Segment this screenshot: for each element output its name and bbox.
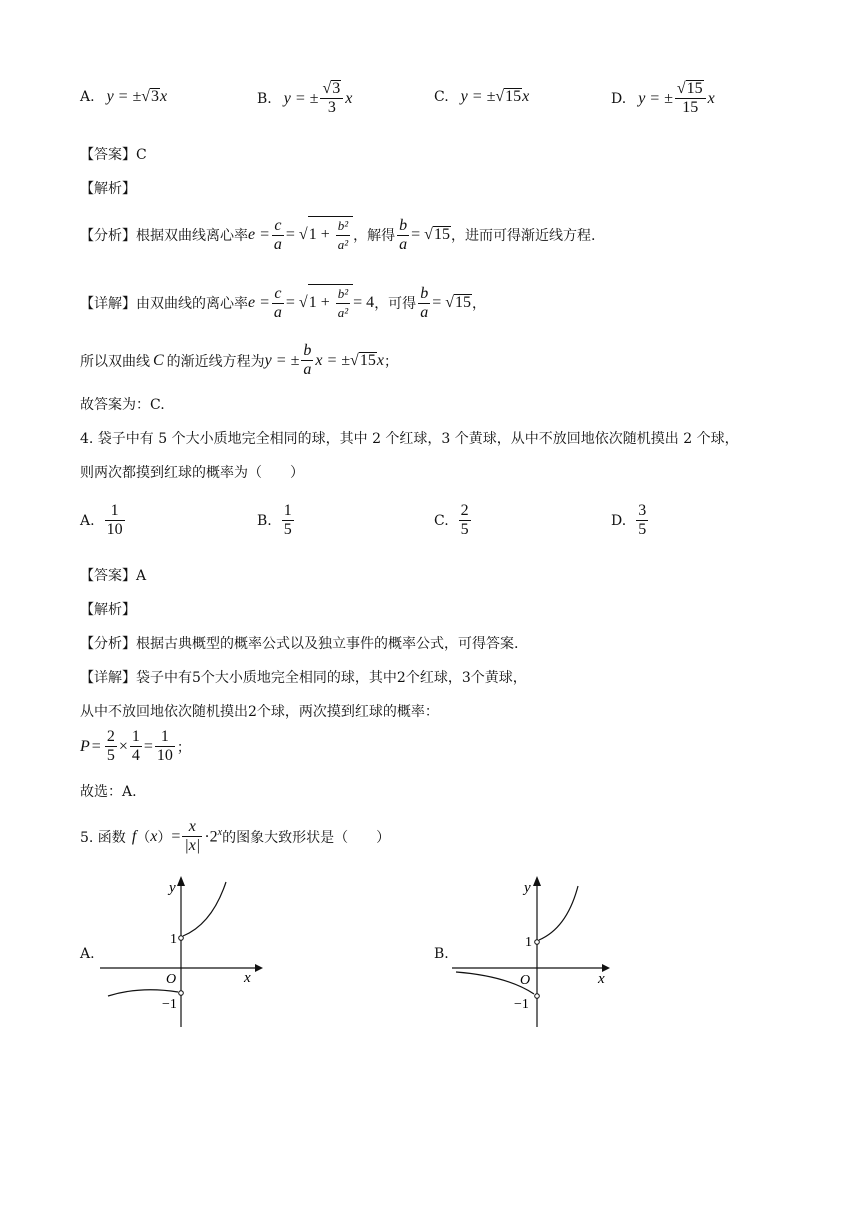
origin-label: O bbox=[520, 973, 531, 988]
y-axis-arrow-icon bbox=[177, 876, 185, 886]
q4-option-b: B. $\frac{1}{5}$ bbox=[257, 502, 292, 538]
curve-positive bbox=[539, 886, 578, 940]
q3-option-b: B. y = ± $\frac{√3}{3}$ x bbox=[257, 80, 353, 116]
q3-option-c: C. y = ± √15 x bbox=[434, 88, 530, 105]
q3-option-a: A. y = ± √3 x bbox=[80, 88, 168, 105]
q3-option-d: D. y = ± $\frac{√15}{15}$ x bbox=[611, 80, 715, 116]
q5-stem: 5. 函数 f （ x ） = $\frac{x}{|x|}$ $\cdot 2^x$ 的图象大致形状是（ ） bbox=[80, 818, 391, 854]
q4-option-a: A. $\frac{1}{10}$ bbox=[80, 502, 123, 538]
q4-option-c: C. $\frac{2}{5}$ bbox=[434, 502, 469, 538]
q5-graph-a bbox=[100, 872, 270, 1032]
tick-1-label: 1 bbox=[525, 935, 532, 950]
q3-asymptote: 所以双曲线 C 的渐近线方程为 y = ± $\frac{b}{a}$ x = ± √15x ； bbox=[80, 342, 398, 378]
q5-graph-b-label: B. bbox=[434, 946, 449, 962]
q4-final: 故选：A. bbox=[80, 784, 137, 800]
q4-stem-line1: 4. 袋子中有 5 个大小质地完全相同的球，其中 2 个红球，3 个黄球，从中不放回地依次随机摸出 2 个球， bbox=[80, 431, 739, 447]
q4-stem-line2: 则两次都摸到红球的概率为（ ） bbox=[80, 465, 304, 481]
y-axis-label: y bbox=[524, 880, 531, 896]
q4-analysis-title: 【解析】 bbox=[80, 602, 136, 618]
q4-answer: 【答案】A bbox=[80, 568, 147, 584]
y-axis-arrow-icon bbox=[533, 876, 541, 886]
x-axis-arrow-icon bbox=[255, 964, 263, 972]
q4-xiangjie-2: 从中不放回地依次随机摸出2个球，两次摸到红球的概率： bbox=[80, 704, 439, 720]
y-axis-label: y bbox=[169, 880, 176, 896]
q4-xiangjie-1: 【详解】袋子中有5个大小质地完全相同的球，其中2个红球，3个黄球， bbox=[80, 670, 527, 686]
origin-label: O bbox=[166, 972, 177, 987]
open-point-neg1 bbox=[535, 994, 540, 999]
q4-calculation: P = $\frac{2}{5}$ × $\frac{1}{4}$ = $\frac{1}{10}$ ； bbox=[80, 728, 191, 764]
x-axis-label: x bbox=[244, 970, 251, 986]
q5-graph-a-label: A. bbox=[80, 946, 95, 962]
x-axis-label: x bbox=[598, 971, 605, 987]
q4-option-d: D. $\frac{3}{5}$ bbox=[611, 502, 647, 538]
q3-analysis-title: 【解析】 bbox=[80, 181, 136, 197]
q3-xiangjie: 【详解】由双曲线的离心率 e = $\frac{c}{a}$ = √1 + $\frac{\text{b²}}{\text{a²}}$ = 4 ，可得 $\frac{b}{a}$ = √15 ， bbox=[80, 284, 486, 321]
tick-1-label: 1 bbox=[170, 932, 177, 947]
tick-neg1-label: −1 bbox=[514, 997, 529, 1012]
q3-final: 故答案为：C. bbox=[80, 397, 165, 413]
curve-negative bbox=[108, 990, 178, 996]
open-point-1 bbox=[179, 936, 184, 941]
open-point-neg1 bbox=[179, 991, 184, 996]
open-point-1 bbox=[535, 940, 540, 945]
curve-positive bbox=[183, 882, 226, 936]
q3-fenxi: 【分析】根据双曲线离心率 e = $\frac{c}{a}$ = √1 + $\frac{\text{b²}}{\text{a²}}$ ，解得 $\frac{b}{a}$ = √15 ，进而可得渐近线方程. bbox=[80, 216, 596, 253]
q5-graph-b bbox=[452, 872, 622, 1032]
q4-fenxi: 【分析】根据古典概型的概率公式以及独立事件的概率公式，可得答案. bbox=[80, 636, 519, 652]
q3-answer: 【答案】C bbox=[80, 147, 147, 163]
tick-neg1-label: −1 bbox=[162, 997, 177, 1012]
